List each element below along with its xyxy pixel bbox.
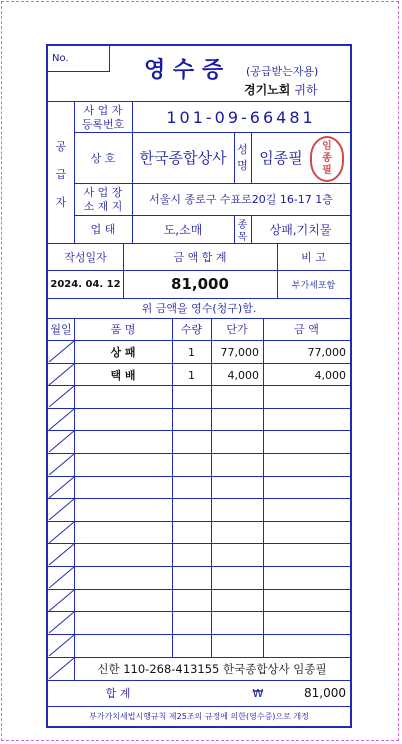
item-total: 4,000 [314,368,346,382]
supplier-label-2: 급 [55,168,67,181]
type-label: 업 태 [90,223,116,236]
receipt-statement: 위 금액을 영수(청구)함. [141,302,257,315]
date-slash [48,611,75,633]
item-qty: 1 [188,368,195,382]
total-label: 합 계 [105,687,131,700]
receipt-title: 영 수 증 [144,57,224,83]
grand-total: 81,000 [304,686,346,700]
receipt-subtitle: (공급받는자용) [246,65,319,78]
reg-label-2: 등록번호 [81,118,125,131]
col-name: 품 명 [110,323,136,336]
rep-label-2: 명 [237,159,248,172]
row-divider [48,521,350,522]
date-slash [48,543,75,565]
supplier-label-3: 자 [55,196,67,209]
reg-label-1: 사 업 자 [83,104,123,117]
legal-footer: 부가가치세법시행규칙 제25조의 규정에 의한(영수증)으로 개정 [89,711,309,721]
seal-stamp: 임종필 [310,136,344,182]
item-label-2: 목 [237,231,248,243]
company-name: 한국종합상사 [139,149,227,167]
item-unit-price: 77,000 [220,345,259,359]
item-qty: 1 [188,345,195,359]
row-divider [48,589,350,590]
item-unit-price: 4,000 [227,368,259,382]
business-item: 상패,기치물 [269,222,332,237]
date-slash [48,521,75,543]
row-divider [48,543,350,544]
date-slash [48,589,75,611]
addr-label-2: 소 재 지 [83,200,123,213]
address: 서울시 종로구 수표로20길 16-17 1층 [149,193,333,206]
recipient-honorific: 귀하 [294,82,318,97]
date-slash [48,453,75,475]
currency-symbol: ₩ [252,686,264,700]
issue-date: 2024. 04. 12 [50,278,121,290]
row-divider [48,385,350,386]
row-divider [48,430,350,431]
col-total: 금 액 [294,323,319,336]
amount-label: 금 액 합 계 [173,250,227,264]
row-divider [48,476,350,477]
date-slash [48,498,75,520]
no-label: No. [52,52,69,64]
date-slash [48,385,75,407]
item-name: 택 배 [110,369,136,382]
row-divider [48,498,350,499]
note-label: 비 고 [301,250,326,264]
col-date: 월일 [50,323,72,336]
date-slash [48,657,75,679]
business-type: 도,소매 [163,222,203,237]
date-slash [48,363,75,385]
col-qty: 수량 [180,323,203,336]
row-divider [48,611,350,612]
name-label: 상 호 [90,151,116,165]
recipient-name: 경기노회 [244,82,291,97]
date-slash [48,340,75,362]
reg-number: 101-09-66481 [166,107,316,127]
rep-label-1: 성 [237,143,248,156]
rep-name: 임종필 [259,149,303,167]
date-slash [48,566,75,588]
col-unit: 단가 [226,323,248,336]
row-divider [48,408,350,409]
receipt [46,44,352,728]
item-label-1: 종 [237,219,248,231]
date-label: 작성일자 [64,250,107,264]
date-slash [48,634,75,656]
date-slash [48,430,75,452]
item-total: 77,000 [307,345,346,359]
row-divider [48,566,350,567]
row-divider [48,634,350,635]
row-divider [48,453,350,454]
supplier-label-1: 공 [55,140,67,153]
tax-note: 부가세포함 [291,280,336,291]
row-divider [48,363,350,364]
total-amount: 81,000 [171,275,229,293]
addr-label-1: 사 업 장 [83,186,123,199]
bank-account: 신한 110-268-413155 한국종합상사 임종필 [97,661,327,676]
date-slash [48,476,75,498]
item-name: 상 패 [110,346,136,359]
date-slash [48,408,75,430]
